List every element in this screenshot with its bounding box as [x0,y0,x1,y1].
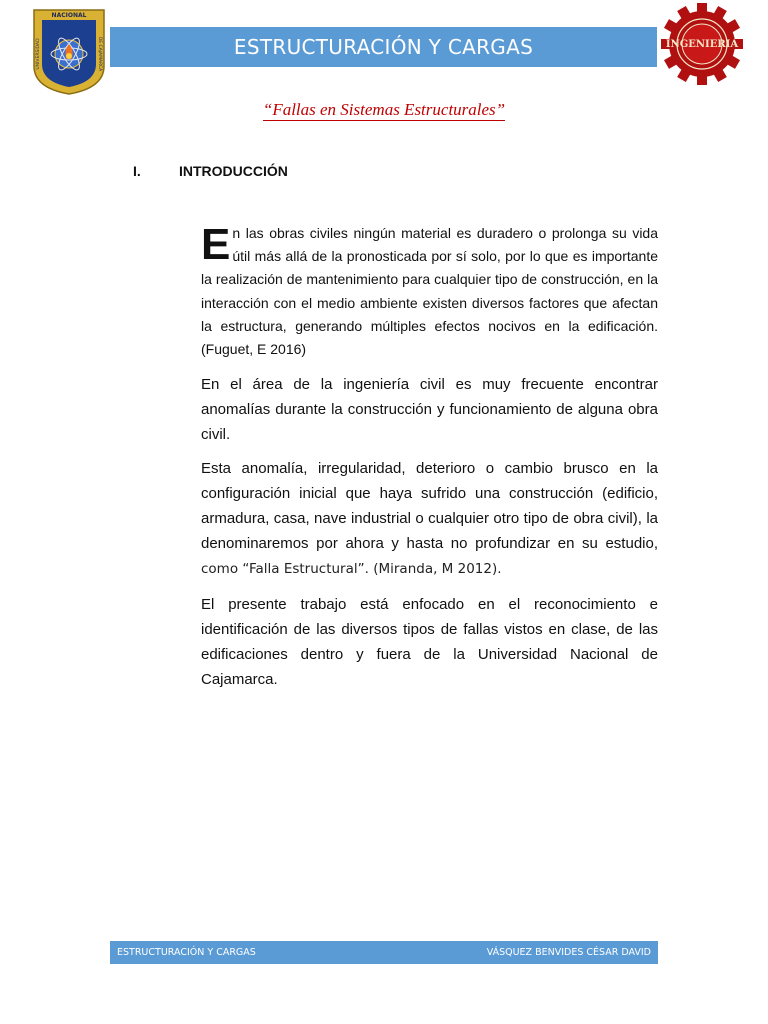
university-crest-icon [30,6,108,96]
paragraph-2: En el área de la ingeniería civil es muy frecuente encontrar anomalías durante la construcción y funcionamiento de alguna obra civil. [201,376,658,443]
footer-left-text: ESTRUCTURACIÓN Y CARGAS [117,947,256,958]
section-title: INTRODUCCIÓN [179,163,288,179]
section-heading [133,163,288,179]
paragraph-4: El presente trabajo está enfocado en el reconocimiento e identificación de las diversos tipos de fallas vistos en clase, de las edificaciones dentro y fuera de la Universidad Nacional de Cajamarca. [201,596,658,688]
paragraph-1 [201,222,658,361]
footer-right-text: VÁSQUEZ BENVIDES CÉSAR DAVID [486,947,651,958]
crest-left-text: UNIVERSIDAD [36,38,41,70]
paragraph-3 [201,456,658,582]
section-number: I. [133,163,141,179]
header-band [110,27,657,67]
footer-band [110,941,658,964]
paragraph-1-text: n las obras civiles ningún material es duradero o prolonga su vida útil más allá de la pronosticada por sí solo, por lo que es importante la realización de mantenimiento para cualquier tipo de construcción, en la interacción con el medio ambiente existen diversos factores que afectan la estructura, generando múltiples efectos nocivos en la edificación. (Fuguet, E 2016) [201,225,658,358]
paragraph-3-text: Esta anomalía, irregularidad, deterioro o cambio brusco en la configuración inicial que haya sufrido una construcción (edificio, armadura, casa, nave industrial o cualquier otro tipo de obra civil), la denominaremos por ahora y hasta no profundizar en su estudio, [201,460,658,552]
civil-engineering-gear-icon [656,2,748,86]
paragraph-3-citation: como “Falla Estructural”. (Miranda, M 2012). [201,561,502,577]
crest-top-text: NACIONAL [51,12,87,19]
gear-logo-text: INGENIERIA [665,39,739,50]
header-title: ESTRUCTURACIÓN Y CARGAS [233,35,534,59]
crest-right-text: DE CAJAMARCA [97,36,102,72]
document-title [0,100,768,120]
document-title-text: “Fallas en Sistemas Estructurales” [262,100,506,119]
drop-cap-letter: E [201,220,231,269]
